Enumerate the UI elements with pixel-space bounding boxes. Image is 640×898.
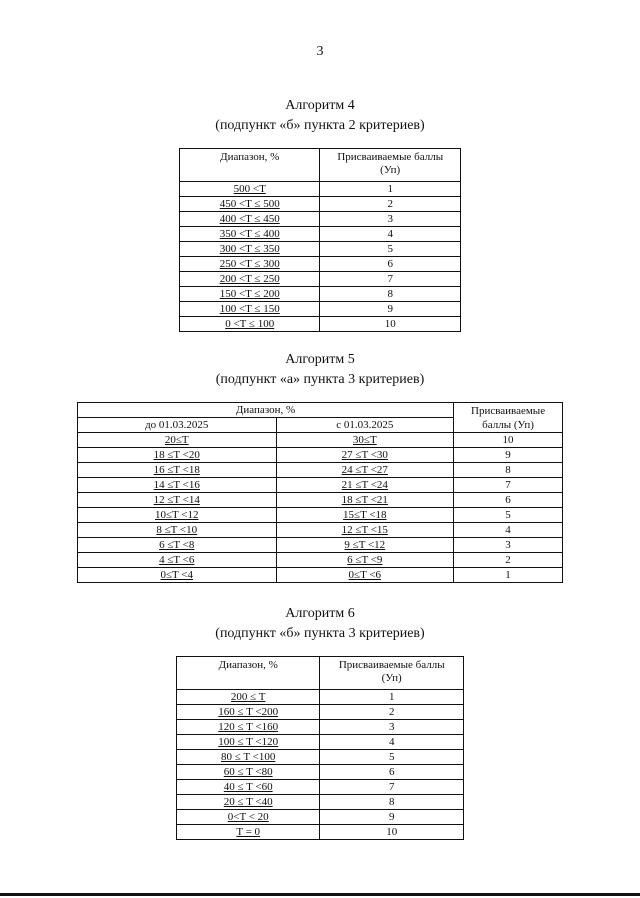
cell-range: 160 ≤ T <200 [177,705,320,720]
table-row [78,523,563,538]
cell-points: 9 [320,302,461,317]
col-points-line-1: Присваиваемые [471,404,546,417]
cell-after: 6 ≤T <9 [276,553,454,568]
cell-range: 350 <T ≤ 400 [180,227,320,242]
page-bottom-edge [0,893,640,896]
table-row [177,780,464,795]
table-row [78,448,563,463]
cell-range: T = 0 [177,825,320,840]
table-row [177,750,464,765]
cell-points: 5 [320,242,461,257]
cell-before: 10≤T <12 [78,508,277,523]
cell-points: 4 [320,735,464,750]
cell-range: 0<T < 20 [177,810,320,825]
cell-after: 27 ≤T <30 [276,448,454,463]
col-range-header: Диапазон, % [78,403,454,418]
cell-points: 10 [320,825,464,840]
cell-range: 450 <T ≤ 500 [180,197,320,212]
table-row [177,705,464,720]
algorithm-5-rows [78,433,563,583]
algorithm-6-section [0,604,640,840]
cell-points: 6 [320,257,461,272]
cell-range: 100 <T ≤ 150 [180,302,320,317]
cell-after: 24 ≤T <27 [276,463,454,478]
cell-points: 3 [320,212,461,227]
cell-points: 5 [454,508,563,523]
cell-points: 9 [320,810,464,825]
algorithm-6-subtitle: (подпункт «б» пункта 3 критериев) [215,626,425,641]
cell-after: 12 ≤T <15 [276,523,454,538]
cell-range: 80 ≤ T <100 [177,750,320,765]
table-row [180,212,461,227]
cell-points: 6 [454,493,563,508]
cell-points: 9 [454,448,563,463]
cell-before: 12 ≤T <14 [78,493,277,508]
cell-range: 0 <T ≤ 100 [180,317,320,332]
cell-range: 500 <T [180,182,320,197]
col-points-line-1: Присваиваемые баллы [338,659,445,671]
algorithm-6-title: Алгоритм 6 [285,606,355,621]
cell-range: 400 <T ≤ 450 [180,212,320,227]
algorithm-6-rows [177,690,464,840]
cell-range: 150 <T ≤ 200 [180,287,320,302]
cell-before: 4 ≤T <6 [78,553,277,568]
table-row [78,478,563,493]
cell-after: 15≤T <18 [276,508,454,523]
algorithm-4-section [0,96,640,332]
table-row [180,197,461,212]
cell-before: 0≤T <4 [78,568,277,583]
table-row [177,810,464,825]
table-row [177,765,464,780]
page-number: 3 [316,44,324,59]
cell-points: 1 [320,182,461,197]
cell-after: 18 ≤T <21 [276,493,454,508]
cell-points: 7 [454,478,563,493]
table-row [180,302,461,317]
table-row [180,227,461,242]
table-row [180,287,461,302]
col-points-header [320,657,464,690]
cell-points: 3 [454,538,563,553]
algorithm-4-subtitle: (подпункт «б» пункта 2 критериев) [215,118,425,133]
cell-range: 200 <T ≤ 250 [180,272,320,287]
algorithm-4-rows [180,182,461,332]
table-row [78,508,563,523]
cell-points: 7 [320,272,461,287]
algorithm-5-table [77,402,563,583]
table-row [78,568,563,583]
algorithm-4-title: Алгоритм 4 [285,98,355,113]
table-row [78,463,563,478]
cell-after: 30≤T [276,433,454,448]
cell-before: 16 ≤T <18 [78,463,277,478]
table-row [180,317,461,332]
cell-range: 200 ≤ T [177,690,320,705]
table-row [78,553,563,568]
cell-points: 3 [320,720,464,735]
cell-points: 2 [320,197,461,212]
cell-after: 9 ≤T <12 [276,538,454,553]
cell-points: 4 [454,523,563,538]
table-row [177,720,464,735]
cell-points: 8 [320,795,464,810]
table-row [180,272,461,287]
col-points-header [320,149,461,182]
cell-points: 8 [454,463,563,478]
col-before-header: до 01.03.2025 [78,418,277,433]
col-after-header: с 01.03.2025 [276,418,454,433]
col-range-header: Диапазон, % [180,149,320,182]
cell-before: 18 ≤T <20 [78,448,277,463]
cell-range: 250 <T ≤ 300 [180,257,320,272]
cell-before: 6 ≤T <8 [78,538,277,553]
col-range-header: Диапазон, % [177,657,320,690]
cell-before: 20≤T [78,433,277,448]
cell-after: 0≤T <6 [276,568,454,583]
cell-points: 2 [454,553,563,568]
algorithm-5-title: Алгоритм 5 [285,352,355,367]
table-row [177,825,464,840]
cell-before: 14 ≤T <16 [78,478,277,493]
algorithm-5-subtitle: (подпункт «а» пункта 3 критериев) [215,372,425,387]
algorithm-4-table [179,148,461,332]
cell-range: 120 ≤ T <160 [177,720,320,735]
cell-range: 40 ≤ T <60 [177,780,320,795]
cell-points: 1 [320,690,464,705]
algorithm-5-section [0,350,640,583]
cell-points: 7 [320,780,464,795]
cell-range: 60 ≤ T <80 [177,765,320,780]
cell-points: 2 [320,705,464,720]
col-points-header [454,403,563,433]
table-row [177,795,464,810]
table-row [177,690,464,705]
cell-points: 10 [320,317,461,332]
cell-after: 21 ≤T <24 [276,478,454,493]
table-row [180,242,461,257]
cell-range: 20 ≤ T <40 [177,795,320,810]
cell-before: 8 ≤T <10 [78,523,277,538]
algorithm-6-table [176,656,464,840]
cell-points: 10 [454,433,563,448]
cell-points: 5 [320,750,464,765]
cell-points: 1 [454,568,563,583]
cell-range: 300 <T ≤ 350 [180,242,320,257]
col-points-line-1: Присваиваемые баллы [337,151,444,163]
table-row [78,538,563,553]
cell-points: 6 [320,765,464,780]
table-row [177,735,464,750]
table-row [78,433,563,448]
col-points-line-2: (Уп) [380,164,401,176]
cell-range: 100 ≤ T <120 [177,735,320,750]
col-points-line-2: (Уп) [381,672,402,684]
cell-points: 8 [320,287,461,302]
cell-points: 4 [320,227,461,242]
table-row [180,182,461,197]
table-row [180,257,461,272]
table-row [78,493,563,508]
col-points-line-2: баллы (Уп) [482,418,534,431]
